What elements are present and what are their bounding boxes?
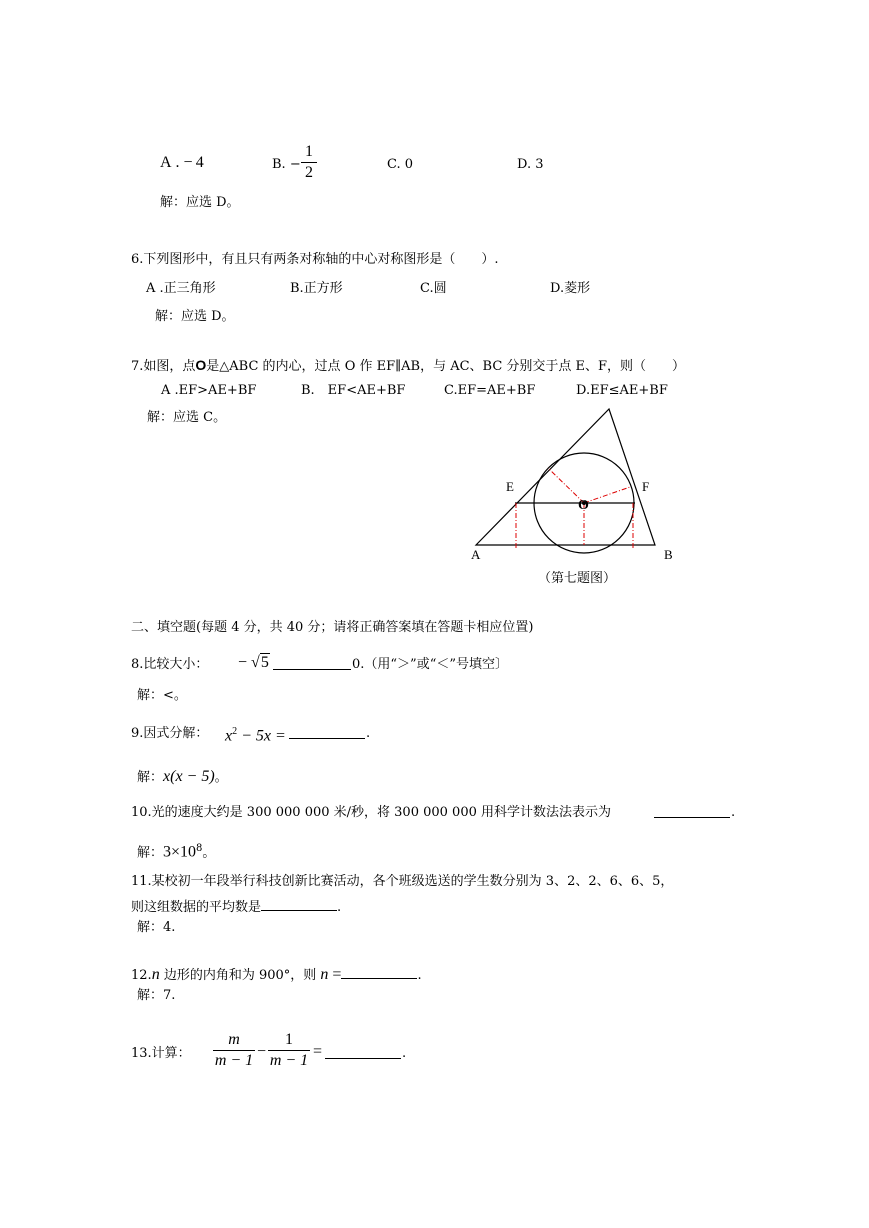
q12-blank-line xyxy=(341,966,417,979)
q6-option-b: B.正方形 xyxy=(290,281,343,296)
triangle-abc xyxy=(476,409,655,545)
q8-expression xyxy=(238,655,270,671)
q12-var-n: n xyxy=(151,966,160,983)
q6-option-a: A .正三角形 xyxy=(146,281,216,296)
figure-caption: （第七题图） xyxy=(538,570,617,585)
q11-line2-suffix: . xyxy=(337,900,342,915)
q12-answer: 解：7. xyxy=(137,988,176,1003)
q9-answer xyxy=(137,769,228,786)
q7-option-a: A .EF>AE+BF xyxy=(161,383,257,398)
q11-line2 xyxy=(131,898,341,916)
q5-option-b-prefix: B. − xyxy=(272,157,301,172)
q5-option-a: A . − 4 xyxy=(160,154,204,171)
q9-answer-suffix: 。 xyxy=(214,770,228,785)
q6-question: 6.下列图形中，有且只有两条对称轴的中心对称图形是（ ）. xyxy=(131,252,499,267)
q9-answer-expr: x(x − 5) xyxy=(163,768,215,785)
fraction-bar xyxy=(268,1050,310,1051)
section-2-heading: 二、填空题(每题 4 分，共 40 分；请将正确答案填在答题卡相应位置) xyxy=(131,620,534,635)
q12-text: 边形的内角和为 900°，则 xyxy=(159,968,321,983)
q8-prefix: 8.比较大小： xyxy=(131,657,209,672)
q5-option-d: D. 3 xyxy=(517,157,544,172)
q6-option-d: D.菱形 xyxy=(550,281,591,296)
q11-line1: 11.某校初一年段举行科技创新比赛活动，各个班级选送的学生数分别为 3、2、2、6、6、5， xyxy=(131,874,674,889)
q13-fraction-2-denominator: m − 1 xyxy=(269,1052,309,1069)
q9-blank-line xyxy=(289,726,365,744)
q6-answer: 解：应选 D。 xyxy=(155,309,235,324)
fraction-bar xyxy=(213,1050,255,1051)
fraction-bar xyxy=(301,162,317,163)
q10-answer-exponent: 8 xyxy=(196,843,203,854)
q8-radicand: 5 xyxy=(260,654,269,671)
q9-expr-rest: − 5x = xyxy=(237,727,286,745)
q9-suffix: . xyxy=(366,726,371,741)
q11-answer: 解：4. xyxy=(137,920,176,935)
q13-fraction-1-denominator: m − 1 xyxy=(214,1052,254,1069)
label-f: F xyxy=(642,479,650,494)
q10-answer-base: 3×10 xyxy=(163,843,197,861)
q9-expr-x: x xyxy=(225,727,233,745)
q5-option-b-denominator: 2 xyxy=(305,164,313,181)
q13-fraction-1 xyxy=(213,1031,255,1070)
q10-answer xyxy=(137,841,215,861)
q9-expr-exponent: 2 xyxy=(232,726,238,737)
q10-question: 10.光的速度大约是 300 000 000 米/秒，将 300 000 000 用科学计数法法表示为 xyxy=(131,805,611,820)
q7-option-c: C.EF=AE+BF xyxy=(444,383,536,398)
q7-question-part1: 7.如图，点 xyxy=(131,359,196,374)
q8-suffix: 0.（用“＞”或“＜”号填空〕 xyxy=(352,657,508,672)
label-o: O xyxy=(578,498,589,513)
q10-blank-line xyxy=(654,805,730,823)
q7-triangle-figure xyxy=(460,405,690,590)
q12-equals: = xyxy=(328,966,342,983)
q11-line2-prefix: 则这组数据的平均数是 xyxy=(131,900,262,915)
q7-answer: 解：应选 C。 xyxy=(147,410,227,425)
q5-answer: 解：应选 D。 xyxy=(160,195,240,210)
q8-blank-line xyxy=(273,657,351,675)
label-a: A xyxy=(471,547,481,562)
q6-option-c: C.圆 xyxy=(420,281,447,296)
q5-option-c: C. 0 xyxy=(387,157,414,172)
q13-fraction-2-numerator: 1 xyxy=(285,1031,293,1048)
q9-expression xyxy=(225,724,286,744)
q13-suffix: . xyxy=(402,1046,407,1061)
radius-to-bc xyxy=(584,487,630,503)
q5-option-b-numerator: 1 xyxy=(305,143,313,160)
q13-equals: = xyxy=(313,1043,323,1060)
label-b: B xyxy=(664,547,673,562)
q13-prefix: 13.计算： xyxy=(131,1046,191,1061)
q12-suffix: . xyxy=(417,968,422,983)
q9-answer-prefix: 解： xyxy=(137,770,164,785)
q13-blank-line xyxy=(325,1046,401,1064)
q12-number: 12. xyxy=(131,968,152,983)
q7-option-b: B. EF<AE+BF xyxy=(301,383,406,398)
q13-minus: − xyxy=(257,1043,267,1060)
q8-minus: − xyxy=(238,654,248,671)
q10-suffix: . xyxy=(731,805,736,820)
q12-var-n-2: n xyxy=(320,966,329,983)
sqrt-icon: √ xyxy=(251,654,260,671)
q7-question-part2: 是△ABC 的内心，过点 O 作 EF∥AB，与 AC、BC 分别交于点 E、F，则（ ） xyxy=(206,359,686,374)
q13-fraction-2 xyxy=(268,1031,310,1070)
q7-question xyxy=(131,357,685,375)
q9-prefix: 9.因式分解： xyxy=(131,726,209,741)
q12-question xyxy=(131,966,422,984)
q8-answer: 解：<。 xyxy=(137,688,187,703)
q10-answer-prefix: 解： xyxy=(137,845,164,861)
q7-question-o: O xyxy=(195,357,207,373)
label-e: E xyxy=(506,479,514,494)
q10-answer-suffix: 。 xyxy=(202,845,216,861)
q7-option-d: D.EF≤AE+BF xyxy=(576,383,668,398)
q5-option-b-fraction xyxy=(301,143,317,182)
q11-blank-line xyxy=(261,898,337,911)
q13-fraction-1-numerator: m xyxy=(228,1031,240,1048)
